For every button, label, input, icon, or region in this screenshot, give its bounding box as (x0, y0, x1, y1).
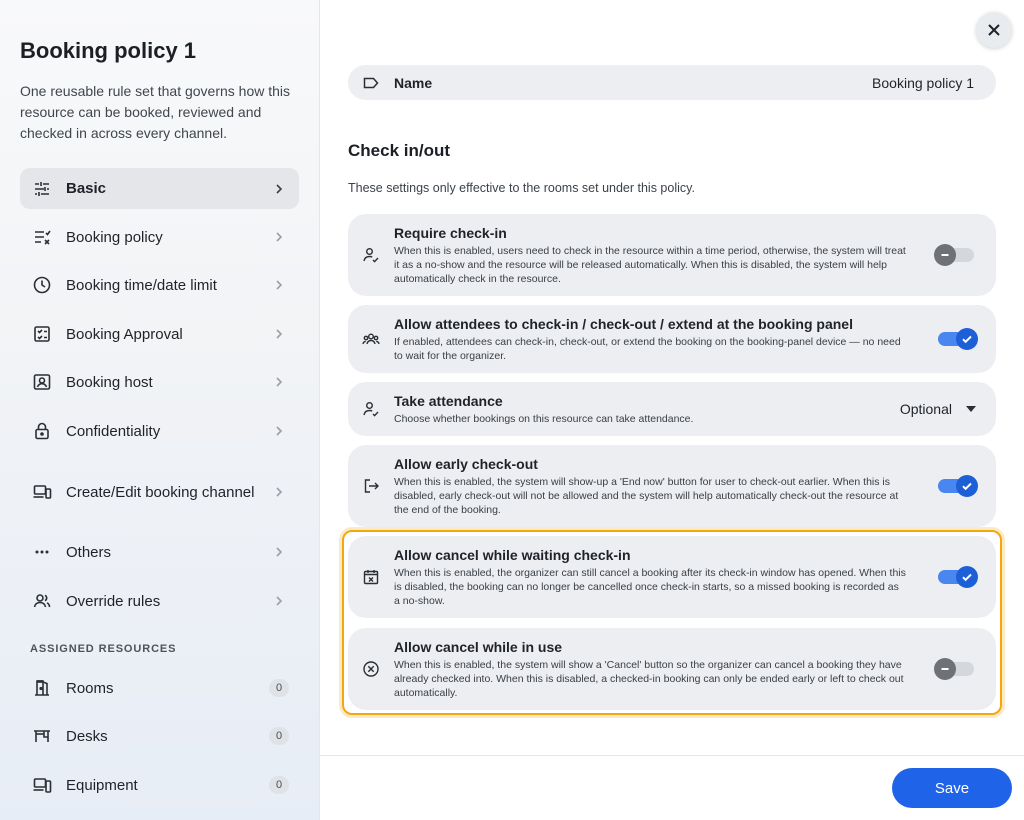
clock-icon (20, 275, 64, 295)
assigned-resources-heading: ASSIGNED RESOURCES (30, 643, 177, 655)
sidebar-item-label: Booking time/date limit (66, 276, 217, 294)
user-check-icon (348, 246, 394, 264)
cancel-waiting-check-in-toggle[interactable] (938, 570, 974, 584)
chevron-right-icon (259, 424, 299, 438)
sidebar-item-label: Basic (66, 180, 107, 197)
sidebar-item-label: Create/Edit booking channel (66, 483, 255, 501)
resource-label: Equipment (66, 776, 138, 794)
sidebar (0, 0, 320, 820)
resource-label: Desks (66, 727, 108, 745)
page-title: Booking policy 1 (20, 38, 197, 63)
calendar-cancel-icon (348, 568, 394, 586)
sidebar-item-override-rules[interactable] (20, 588, 299, 614)
setting-description: When this is enabled, the system will show-up a 'End now' button for user to check-out earlier. When this is disabled, early check-out will not be allowed and the system will help automatically check-out the resource at the end of the booking. (394, 476, 899, 516)
minus-icon (934, 658, 956, 680)
sidebar-item-booking-channel[interactable] (20, 467, 299, 517)
chevron-right-icon (259, 230, 299, 244)
sliders-icon (20, 179, 64, 199)
lock-icon (20, 421, 64, 441)
people-icon (20, 591, 64, 611)
chevron-right-icon (259, 327, 299, 341)
resource-rooms[interactable] (20, 668, 299, 708)
setting-title: Allow attendees to check-in / check-out / extend at the booking panel (394, 316, 853, 332)
equipment-icon (20, 775, 64, 795)
sidebar-item-others[interactable] (20, 539, 299, 565)
chevron-right-icon (259, 182, 299, 196)
approval-checklist-icon (20, 324, 64, 344)
sidebar-item-basic[interactable] (20, 168, 299, 209)
setting-description: Choose whether bookings on this resource can take attendance. (394, 413, 694, 425)
list-check-icon (20, 227, 64, 247)
sidebar-item-label: Booking host (66, 373, 153, 391)
take-attendance-select[interactable] (900, 401, 976, 417)
sidebar-item-booking-policy[interactable] (20, 224, 299, 250)
setting-description: If enabled, attendees can check-in, check-out, or extend the booking on the booking-panel device — no need to wait for the organizer. (394, 336, 901, 362)
minus-icon (934, 244, 956, 266)
sidebar-item-label: Others (66, 543, 112, 561)
name-field[interactable] (348, 65, 996, 100)
setting-title: Allow cancel while waiting check-in (394, 547, 631, 563)
chevron-right-icon (259, 485, 299, 499)
sidebar-item-label: Booking policy (66, 228, 163, 246)
chevron-right-icon (259, 545, 299, 559)
sidebar-item-label: Booking Approval (66, 325, 183, 343)
resource-equipment[interactable] (20, 765, 299, 805)
sidebar-item-label: Override rules (66, 592, 161, 610)
host-badge-icon (20, 372, 64, 392)
close-button[interactable] (976, 12, 1012, 48)
tag-icon (362, 74, 394, 92)
select-value: Optional (899, 401, 952, 417)
circle-x-icon (348, 660, 394, 678)
sidebar-item-confidentiality[interactable] (20, 418, 299, 444)
setting-title: Require check-in (394, 225, 507, 241)
setting-title: Allow early check-out (394, 456, 538, 472)
setting-description: When this is enabled, the organizer can still cancel a booking after its check-in window has opened. When this is disabled, the booking can no longer be cancelled once check-in starts, so a missed booking is recorded as a no-show. (394, 567, 906, 607)
cancel-in-use-toggle[interactable] (938, 662, 974, 676)
exit-icon (348, 477, 394, 495)
setting-description: When this is enabled, users need to check in the resource within a time period, otherwise, the system will treat it as a no-show and the resource will be released automatically. When this is disabled, the system will help automatically check in the resource. (394, 245, 906, 285)
setting-attendee-check-in (348, 305, 996, 373)
attendee-check-in-toggle[interactable] (938, 332, 974, 346)
more-dots-icon (20, 542, 64, 562)
resource-count-badge: 0 (269, 679, 289, 697)
sidebar-item-label: Confidentiality (66, 422, 161, 440)
close-icon (986, 22, 1002, 38)
require-check-in-toggle[interactable] (938, 248, 974, 262)
chevron-right-icon (259, 594, 299, 608)
footer-divider (320, 755, 1024, 756)
setting-title: Allow cancel while in use (394, 639, 563, 655)
name-value: Booking policy 1 (872, 74, 974, 91)
check-icon (956, 328, 978, 350)
setting-cancel-in-use (348, 628, 996, 710)
chevron-right-icon (259, 278, 299, 292)
setting-require-check-in (348, 214, 996, 296)
sidebar-item-booking-time-limit[interactable] (20, 272, 299, 298)
setting-title: Take attendance (394, 393, 503, 409)
resource-count-badge: 0 (269, 776, 289, 794)
page-description: One reusable rule set that governs how this resource can be booked, reviewed and checked in across every channel. (20, 83, 291, 141)
section-note: These settings only effective to the rooms set under this policy. (348, 181, 695, 195)
setting-cancel-waiting-check-in (348, 536, 996, 618)
group-icon (348, 330, 394, 348)
early-check-out-toggle[interactable] (938, 479, 974, 493)
user-check-icon (348, 400, 394, 418)
sidebar-item-booking-host[interactable] (20, 369, 299, 395)
resource-desks[interactable] (20, 716, 299, 756)
chevron-right-icon (259, 375, 299, 389)
resource-count-badge: 0 (269, 727, 289, 745)
check-icon (956, 475, 978, 497)
save-button[interactable]: Save (892, 768, 1012, 808)
devices-icon (20, 482, 64, 502)
setting-description: When this is enabled, the system will show a 'Cancel' button so the organizer can cancel a booking they have already checked into. When this is disabled, a checked-in booking can only be ended early or left to check out automatically. (394, 659, 904, 699)
check-icon (956, 566, 978, 588)
caret-down-icon (952, 406, 976, 412)
setting-take-attendance (348, 382, 996, 436)
name-label: Name (394, 74, 433, 91)
sidebar-item-booking-approval[interactable] (20, 321, 299, 347)
desk-icon (20, 726, 64, 746)
section-title: Check in/out (348, 141, 451, 160)
setting-early-check-out (348, 445, 996, 527)
resource-label: Rooms (66, 679, 114, 697)
door-icon (20, 678, 64, 698)
